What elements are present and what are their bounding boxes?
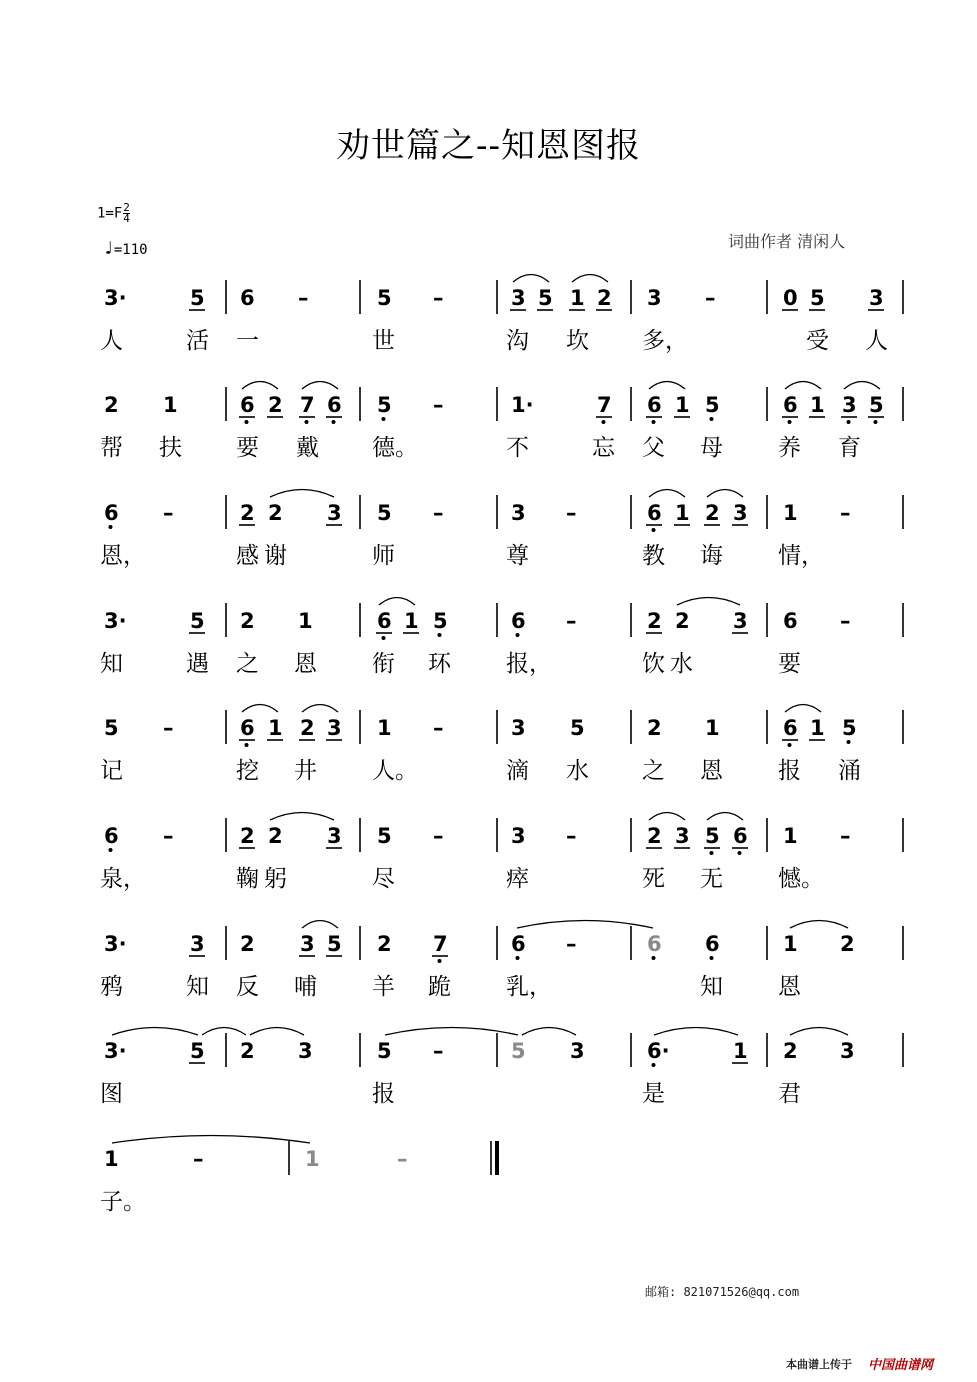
tempo-value: =110	[113, 242, 148, 258]
lyric: 乳，	[506, 974, 552, 1000]
note: –	[433, 824, 444, 848]
note: 5	[842, 716, 857, 740]
slur-arc	[202, 1028, 246, 1036]
note: 3	[298, 1039, 313, 1063]
note: 1	[377, 716, 392, 740]
low-octave-dot	[652, 956, 656, 960]
lyric: 人	[865, 328, 888, 354]
lyric: 死	[642, 866, 665, 892]
slur-arc	[302, 921, 338, 929]
low-octave-dot	[788, 420, 792, 424]
note: 3·	[104, 932, 127, 956]
note: 1	[783, 501, 798, 525]
note: 6	[511, 932, 526, 956]
note: 3·	[104, 1039, 127, 1063]
lyric: 涌	[838, 758, 861, 784]
lyric: 多，	[642, 328, 688, 354]
note: –	[298, 286, 309, 310]
low-octave-dot	[788, 743, 792, 747]
lyric: 父	[642, 435, 665, 461]
slur-arc	[270, 813, 334, 821]
note: 6	[647, 932, 662, 956]
slur-arc	[385, 1028, 518, 1036]
note: 2	[268, 824, 283, 848]
note: 2	[268, 393, 283, 417]
note: 3	[647, 286, 662, 310]
lyric: 反	[236, 974, 259, 1000]
note: –	[840, 609, 851, 633]
slur-arc	[790, 1028, 848, 1036]
lyric: 恩，	[100, 543, 146, 569]
lyric: 鸦	[100, 974, 123, 1000]
note: 3	[511, 286, 526, 310]
note: 6	[104, 501, 119, 525]
note: 3	[327, 716, 342, 740]
lyric: 尊	[506, 543, 529, 569]
note: 3	[869, 286, 884, 310]
note: 6	[240, 393, 255, 417]
note: 7	[433, 932, 448, 956]
low-octave-dot	[109, 525, 113, 529]
slur-arc	[649, 490, 685, 498]
note: 3	[842, 393, 857, 417]
note: 6	[783, 716, 798, 740]
note: –	[193, 1147, 204, 1171]
song-title: 劝世篇之--知恩图报	[336, 126, 641, 166]
lyric: 忘	[592, 435, 615, 461]
author-credit: 词曲作者 清闲人	[728, 232, 846, 251]
slur-arc	[677, 598, 740, 606]
note: 6	[240, 286, 255, 310]
note: 6	[327, 393, 342, 417]
lyric: 育	[838, 435, 861, 461]
note: 3	[733, 609, 748, 633]
note: 5	[104, 716, 119, 740]
lyric: 躬	[264, 866, 287, 892]
note: 3	[327, 824, 342, 848]
lyric: 之	[236, 651, 259, 677]
time-top: 2	[123, 201, 130, 214]
note: 1	[570, 286, 585, 310]
note: 6	[240, 716, 255, 740]
lyric: 不	[506, 435, 529, 461]
low-octave-dot	[652, 420, 656, 424]
note: –	[433, 393, 444, 417]
lyric: 知	[700, 974, 723, 1000]
note: 3	[570, 1039, 585, 1063]
note: 2	[300, 716, 315, 740]
note: 2	[783, 1039, 798, 1063]
lyric: 知	[100, 651, 123, 677]
slur-arc	[790, 921, 848, 929]
slur-arc	[785, 705, 821, 713]
note: 5	[810, 286, 825, 310]
note: 6	[783, 609, 798, 633]
note: 3	[733, 501, 748, 525]
low-octave-dot	[438, 959, 442, 963]
lyric: 羊	[372, 974, 395, 1000]
note: 2	[240, 501, 255, 525]
note: 1	[268, 716, 283, 740]
lyric: 受	[806, 328, 829, 354]
note: 2	[647, 609, 662, 633]
note: 2	[597, 286, 612, 310]
low-octave-dot	[109, 848, 113, 852]
lyric: 哺	[294, 974, 317, 1000]
note: 1	[810, 716, 825, 740]
lyric: 君	[778, 1081, 801, 1107]
low-octave-dot	[516, 633, 520, 637]
note: 7	[597, 393, 612, 417]
slur-arc	[649, 382, 685, 390]
low-octave-dot	[305, 420, 309, 424]
note: 2	[240, 1039, 255, 1063]
note: –	[433, 286, 444, 310]
lyric: 遇	[186, 651, 209, 677]
lyric: 扶	[159, 435, 182, 461]
note: 2	[240, 932, 255, 956]
note: 1	[298, 609, 313, 633]
lyric: 坎	[566, 328, 589, 354]
note: –	[163, 716, 174, 740]
lyric: 鞠	[236, 866, 259, 892]
note: 5	[511, 1039, 526, 1063]
note: 5	[869, 393, 884, 417]
lyric: 瘁	[506, 866, 529, 892]
low-octave-dot	[874, 420, 878, 424]
lyric: 人。	[372, 758, 418, 784]
note: 3	[840, 1039, 855, 1063]
note: 3·	[104, 286, 127, 310]
lyric: 图	[100, 1081, 123, 1107]
time-bottom: 4	[123, 212, 130, 225]
note: 5	[433, 609, 448, 633]
slur-arc	[522, 1028, 576, 1036]
note: 3	[511, 501, 526, 525]
slur-arc	[654, 1028, 738, 1036]
note: 3	[511, 824, 526, 848]
note: 1·	[511, 393, 534, 417]
note: 2	[240, 609, 255, 633]
lyric: 井	[294, 758, 317, 784]
lyric: 知	[186, 974, 209, 1000]
low-octave-dot	[710, 851, 714, 855]
lyric: 活	[186, 328, 209, 354]
note: 3	[327, 501, 342, 525]
low-octave-dot	[710, 956, 714, 960]
note: 2	[104, 393, 119, 417]
lyric: 水	[670, 651, 693, 677]
email-line: 邮箱: 821071526@qq.com	[645, 1285, 800, 1299]
lyric: 感	[236, 543, 259, 569]
note: –	[705, 286, 716, 310]
lyric: 诲	[700, 543, 723, 569]
lyric: 要	[778, 651, 801, 677]
lyric: 养	[778, 435, 801, 461]
lyric: 人	[100, 328, 123, 354]
slur-arc	[844, 382, 880, 390]
key-label: 1=F	[97, 205, 123, 222]
slur-arc	[270, 490, 334, 498]
note: –	[433, 1039, 444, 1063]
lyric: 滴	[506, 758, 529, 784]
lyric: 情，	[778, 543, 824, 569]
lyric: 挖	[236, 758, 259, 784]
note: 2	[675, 609, 690, 633]
low-octave-dot	[652, 528, 656, 532]
note: 3	[511, 716, 526, 740]
note: 5	[570, 716, 585, 740]
lyric: 衔	[372, 651, 395, 677]
low-octave-dot	[602, 420, 606, 424]
note: –	[433, 501, 444, 525]
quarter-note-icon: ♩	[103, 238, 114, 259]
low-octave-dot	[652, 1063, 656, 1067]
low-octave-dot	[847, 420, 851, 424]
lyric: 母	[700, 435, 723, 461]
lyric: 恩	[294, 651, 317, 677]
note: 1	[733, 1039, 748, 1063]
lyric: 一	[236, 328, 259, 354]
slur-arc	[649, 813, 685, 821]
lyric: 谢	[264, 543, 287, 569]
note: 5	[377, 501, 392, 525]
slur-arc	[242, 382, 278, 390]
slur-arc	[250, 1028, 304, 1036]
note: 2	[647, 716, 662, 740]
note: 2	[240, 824, 255, 848]
note: 1	[783, 932, 798, 956]
lyric: 无	[700, 866, 723, 892]
note: 3·	[104, 609, 127, 633]
lyric: 记	[100, 758, 123, 784]
note: 3	[190, 932, 205, 956]
note: 6	[647, 393, 662, 417]
note: 3	[300, 932, 315, 956]
note: 5	[377, 824, 392, 848]
note: 5	[377, 1039, 392, 1063]
low-octave-dot	[847, 740, 851, 744]
lyric: 德。	[372, 435, 418, 461]
low-octave-dot	[382, 417, 386, 421]
note: 6	[733, 824, 748, 848]
note: 7	[300, 393, 315, 417]
slur-arc	[513, 275, 549, 283]
note: –	[840, 824, 851, 848]
note: 5	[705, 393, 720, 417]
slur-arc	[707, 813, 743, 821]
lyric: 子。	[100, 1189, 146, 1215]
lyric: 泉，	[100, 866, 146, 892]
note: –	[163, 824, 174, 848]
low-octave-dot	[382, 636, 386, 640]
slur-arc	[112, 1028, 198, 1036]
note: –	[163, 501, 174, 525]
lyric: 之	[642, 758, 665, 784]
note: 1	[163, 393, 178, 417]
lyric: 报	[372, 1081, 395, 1107]
note: 5	[377, 393, 392, 417]
note: 5	[377, 286, 392, 310]
low-octave-dot	[710, 417, 714, 421]
note: 5	[190, 609, 205, 633]
note: 1	[305, 1147, 320, 1171]
low-octave-dot	[438, 633, 442, 637]
note: –	[433, 716, 444, 740]
note: 6	[104, 824, 119, 848]
note: 2	[840, 932, 855, 956]
lyric: 恩	[700, 758, 723, 784]
note: 3	[675, 824, 690, 848]
note: 1	[675, 393, 690, 417]
note: 1	[404, 609, 419, 633]
note: –	[566, 932, 577, 956]
note: 1	[783, 824, 798, 848]
low-octave-dot	[332, 420, 336, 424]
note: 6·	[647, 1039, 670, 1063]
note: 6	[783, 393, 798, 417]
lyric: 报，	[506, 651, 552, 677]
note: 1	[104, 1147, 119, 1171]
slur-arc	[302, 705, 338, 713]
note: 5	[327, 932, 342, 956]
note: 1	[810, 393, 825, 417]
low-octave-dot	[245, 420, 249, 424]
note: 2	[647, 824, 662, 848]
slur-arc	[785, 382, 821, 390]
note: 5	[538, 286, 553, 310]
low-octave-dot	[245, 743, 249, 747]
slur-arc	[302, 382, 338, 390]
slur-arc	[517, 921, 653, 929]
lyric: 帮	[100, 435, 123, 461]
note: 2	[377, 932, 392, 956]
lyric: 憾。	[778, 866, 824, 892]
note: 6	[705, 932, 720, 956]
lyric: 师	[372, 543, 395, 569]
note: 0	[783, 286, 798, 310]
low-octave-dot	[516, 956, 520, 960]
upload-note: 本曲谱上传于	[786, 1358, 852, 1371]
lyric: 要	[236, 435, 259, 461]
note: –	[566, 824, 577, 848]
note: 5	[190, 286, 205, 310]
lyric: 恩	[778, 974, 801, 1000]
note: 6	[647, 501, 662, 525]
note: –	[397, 1147, 408, 1171]
note: –	[566, 609, 577, 633]
note: –	[566, 501, 577, 525]
low-octave-dot	[738, 851, 742, 855]
note: 2	[705, 501, 720, 525]
note: 2	[268, 501, 283, 525]
note: 1	[675, 501, 690, 525]
lyric: 教	[642, 543, 665, 569]
slur-arc	[707, 490, 743, 498]
note: 6	[377, 609, 392, 633]
slur-arc	[242, 705, 278, 713]
note: 5	[705, 824, 720, 848]
lyric: 戴	[296, 435, 319, 461]
lyric: 世	[372, 328, 395, 354]
lyric: 是	[642, 1081, 665, 1107]
lyric: 跪	[428, 974, 451, 1000]
note: –	[840, 501, 851, 525]
slur-arc	[379, 598, 415, 606]
note: 6	[511, 609, 526, 633]
note: 1	[705, 716, 720, 740]
slur-arc	[572, 275, 608, 283]
lyric: 尽	[372, 866, 395, 892]
lyric: 沟	[506, 328, 529, 354]
slur-arc	[112, 1136, 310, 1144]
final-barline-thick	[495, 1141, 499, 1175]
note: 5	[190, 1039, 205, 1063]
lyric: 水	[566, 758, 589, 784]
lyric: 环	[428, 651, 451, 677]
lyric: 饮	[642, 651, 665, 677]
site-logo: 中国曲谱网	[868, 1358, 934, 1373]
lyric: 报	[778, 758, 801, 784]
